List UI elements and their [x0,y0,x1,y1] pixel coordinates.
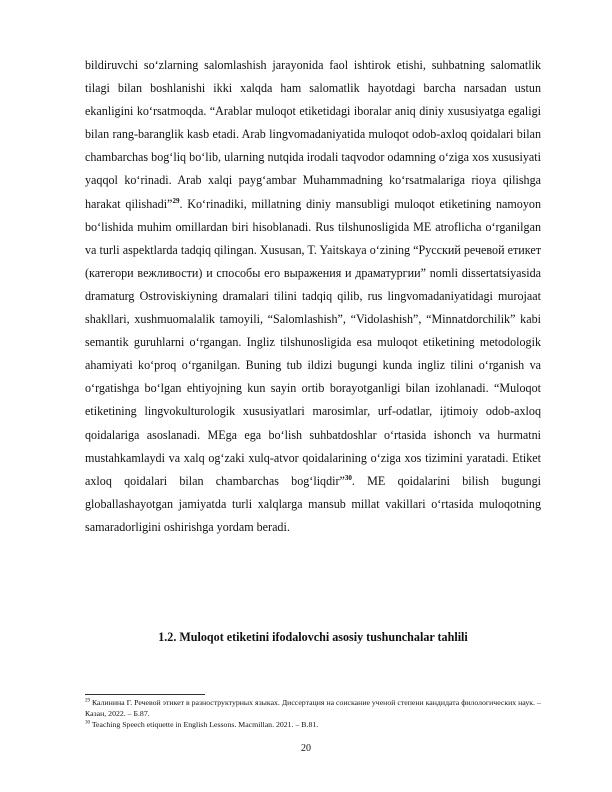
footnote-text: Калинина Г. Речевой этикет в разноструктурных языках. Диссертация на соискание ученой степени кандидата филологических наук. –Казан, 2022. – Б.87. [85,698,541,718]
footnote-number: 30 [85,720,90,726]
footnote-divider [85,694,205,695]
body-paragraph [85,54,541,539]
footnote-ref[interactable]: 29 [172,196,180,205]
footnote-ref[interactable]: 30 [344,473,352,482]
footnote [85,697,545,719]
section-heading: 1.2. Muloqot etiketini ifodalovchi asosiy tushunchalar tahlili [158,630,468,644]
paragraph-text: . ME qoidalarini bilish bugungi globallashayotgan jamiyatda turli xalqlarga mansub millat vakillari o‘rtasida muloqotning samaradorligini oshirishga yordam beradi. [85,473,541,534]
paragraph-text: . Ko‘rinadiki, millatning diniy mansubligi muloqot etiketining namoyon bo‘lishida muhim omillardan biri hisoblanadi. Rus tilshunosligida ME atroflicha o‘rganilgan va turli aspektlarda tadqiq qilingan. Xususan, T. Yaitskaya o‘zining “Русский речевой етикет (категори вежливости) и способы его выражения и драматургии” nomli dissertatsiyasida dramaturg Ostroviskiyning dramalari tilini tadqiq qilib, rus lingvomadaniyatidagi murojaat shakllari, xushmuomalalik tamoyili, “Salomlashish”, “Vidolashish”, “Minnatdorchilik” kabi semantik guruhlarni o‘rgangan. Ingliz tilshunosligida esa muloqot etiketining metodologik ahamiyati ko‘proq o‘rganilgan. Buning tub ildizi bugungi kunda ingliz tilini o‘rganish va o‘rgatishga bo‘lgan ehtiyojning kun sayin ortib borayotganligi bilan izohlanadi. “Muloqot etiketining lingvokulturologik xususiyatlari marosimlar, urf-odatlar, ijtimoiy odob-axloq qoidalariga asoslanadi. MEga ega bo‘lish suhbatdoshlar o‘rtasida ishonch va hurmatni mustahkamlaydi va xalq og‘zaki xulq-atvor qoidalarining o‘ziga xos tizimini yaratadi. Etiket axloq qoidalari bilan chambarchas bog‘liqdir” [85,196,541,488]
page-number: 20 [301,743,311,754]
footnote-text: Teaching Speech etiquette in English Lessons. Macmillan. 2021. – B.81. [91,720,319,729]
footnote [85,719,545,730]
paragraph-text: bildiruvchi so‘zlarning salomlashish jarayonida faol ishtirok etishi, suhbatning salomatlik tilagi bilan boshlanishi ikki xalqda ham salomatlik hayotdagi barcha narsadan ustun ekanligini ko‘rsatmoqda. “Arablar muloqot etiketidagi iboralar aniq diniy xususiyatga egaligi bilan rang-baranglik kasb etadi. Arab lingvomadaniyatida muloqot odob-axloq qoidalari bilan chambarchas bog‘liq bo‘lib, ularning nutqida irodali taqvodor odamning o‘ziga xos xususiyati yaqqol ko‘rinadi. Arab xalqi payg‘ambar Muhammadning ko‘rsatmalariga rioya qilishga harakat qilishadi” [85,58,541,211]
footnote-number: 29 [85,698,90,704]
paragraph [85,54,541,539]
footnotes [85,697,545,730]
